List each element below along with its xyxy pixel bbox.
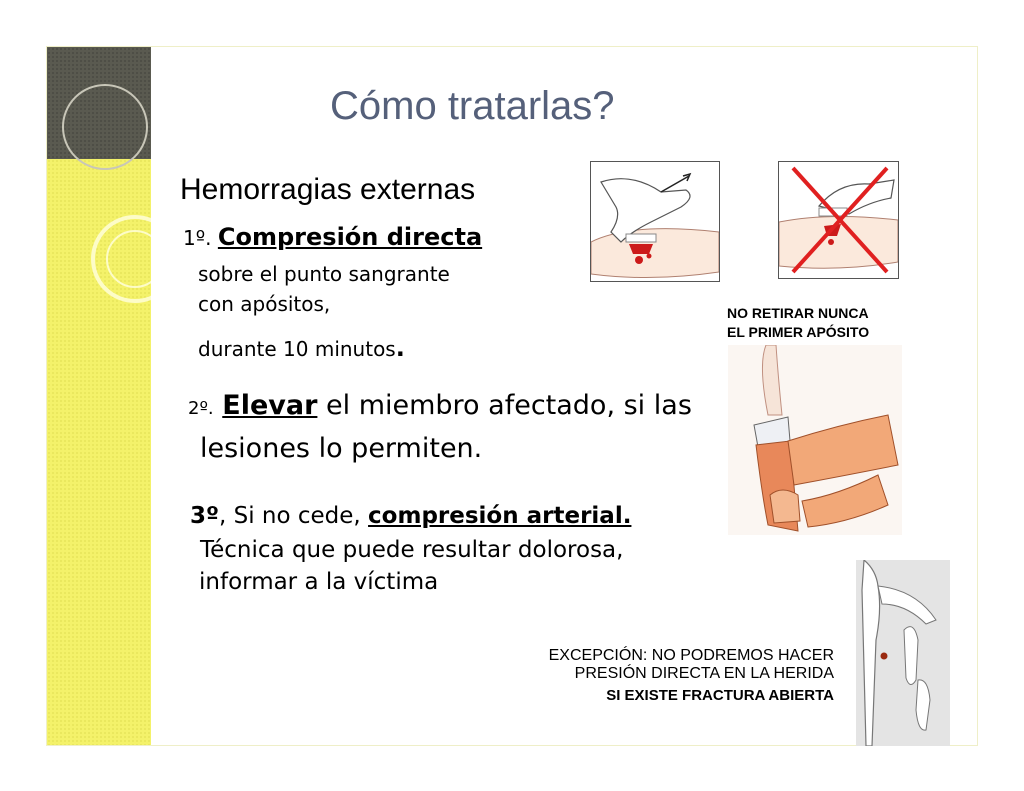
step1-line1: sobre el punto sangrante	[198, 262, 450, 286]
step3-text: , Si no cede,	[218, 503, 361, 529]
step2-heading	[188, 390, 692, 421]
step2-text: el miembro afectado, si las	[326, 390, 692, 421]
exception-line2: PRESIÓN DIRECTA EN LA HERIDA	[574, 665, 834, 682]
step1-label: Compresión directa	[217, 223, 483, 251]
step3-heading	[190, 503, 631, 529]
compression-illustration	[590, 161, 720, 282]
elevation-illustration	[728, 345, 902, 535]
step1-line3	[198, 334, 405, 362]
step3-line3: informar a la víctima	[199, 569, 439, 595]
no-removal-illustration	[778, 161, 899, 279]
note-line1: NO RETIRAR NUNCA	[727, 305, 869, 321]
step1-line3-text: durante 10 minutos	[198, 337, 396, 361]
step2-number: 2º.	[188, 398, 214, 419]
arterial-compression-illustration	[856, 560, 950, 746]
step1-period: .	[395, 334, 405, 362]
step1-heading	[183, 223, 482, 251]
decorative-circles	[47, 47, 151, 307]
subtitle: Hemorragias externas	[180, 173, 476, 206]
note-line2: EL PRIMER APÓSITO	[727, 324, 870, 340]
exception-note	[549, 647, 834, 705]
step3-line2: Técnica que puede resultar dolorosa,	[200, 537, 624, 563]
step1-line2: con apósitos,	[198, 292, 331, 316]
exception-line1: EXCEPCIÓN: NO PODREMOS HACER	[548, 647, 834, 664]
exception-line3: SI EXISTE FRACTURA ABIERTA	[606, 687, 834, 704]
step1-number: 1º.	[183, 226, 212, 250]
step3-number: 3º	[190, 503, 219, 529]
step3-label: compresión arterial.	[368, 503, 632, 529]
page-title: Cómo tratarlas?	[330, 84, 615, 128]
step2-label: Elevar	[222, 390, 318, 421]
step2-line2: lesiones lo permiten.	[200, 433, 483, 464]
decorative-band	[47, 47, 151, 745]
